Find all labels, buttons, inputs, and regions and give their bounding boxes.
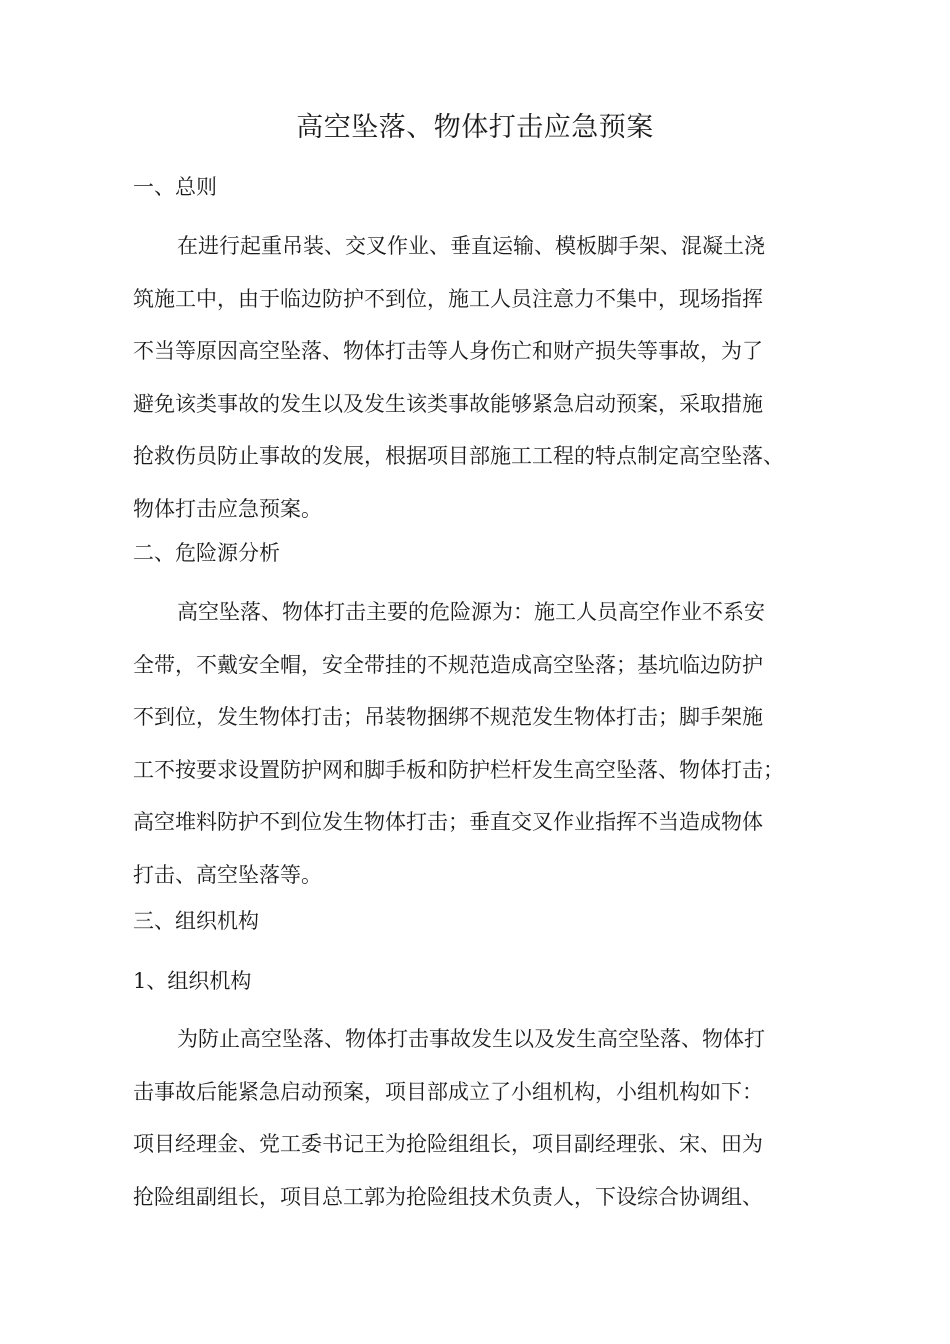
section-general-paragraph: [133, 220, 833, 535]
subsection-heading-organization: 1、组织机构: [133, 969, 252, 993]
paragraph-line: 高空堆料防护不到位发生物体打击；垂直交叉作业指挥不当造成物体: [133, 810, 763, 834]
section-heading-organization: 三、组织机构: [133, 909, 259, 933]
paragraph-line: 工不按要求设置防护网和脚手板和防护栏杆发生高空坠落、物体打击；: [133, 757, 784, 782]
section-heading-hazard-analysis: 二、危险源分析: [133, 541, 280, 565]
section-hazard-paragraph: [133, 586, 833, 901]
section-organization-paragraph: [133, 1013, 833, 1223]
paragraph-line: 不到位，发生物体打击；吊装物捆绑不规范发生物体打击；脚手架施: [133, 705, 763, 729]
paragraph-line: 在进行起重吊装、交叉作业、垂直运输、模板脚手架、混凝土浇: [177, 234, 765, 258]
document-title: 高空坠落、物体打击应急预案: [296, 112, 654, 143]
section-heading-general: 一、总则: [133, 175, 217, 199]
paragraph-line: 为防止高空坠落、物体打击事故发生以及发生高空坠落、物体打: [177, 1027, 765, 1051]
paragraph-line: 抢险组副组长，项目总工郭为抢险组技术负责人，下设综合协调组、: [133, 1184, 763, 1209]
paragraph-line: 全带，不戴安全帽，安全带挂的不规范造成高空坠落；基坑临边防护: [133, 652, 763, 677]
paragraph-line: 打击、高空坠落等。: [133, 862, 322, 887]
paragraph-line: 筑施工中，由于临边防护不到位，施工人员注意力不集中，现场指挥: [133, 286, 763, 311]
paragraph-line: 避免该类事故的发生以及发生该类事故能够紧急启动预案，采取措施: [133, 391, 763, 416]
paragraph-line: 不当等原因高空坠落、物体打击等人身伤亡和财产损失等事故，为了: [133, 339, 763, 363]
paragraph-line: 高空坠落、物体打击主要的危险源为：施工人员高空作业不系安: [177, 600, 765, 624]
paragraph-line: 项目经理金、党工委书记王为抢险组组长，项目副经理张、宋、田为: [133, 1132, 763, 1156]
paragraph-line: 击事故后能紧急启动预案，项目部成立了小组机构，小组机构如下：: [133, 1079, 763, 1104]
paragraph-line: 抢救伤员防止事故的发展，根据项目部施工工程的特点制定高空坠落、: [133, 444, 784, 468]
paragraph-line: 物体打击应急预案。: [133, 496, 322, 521]
